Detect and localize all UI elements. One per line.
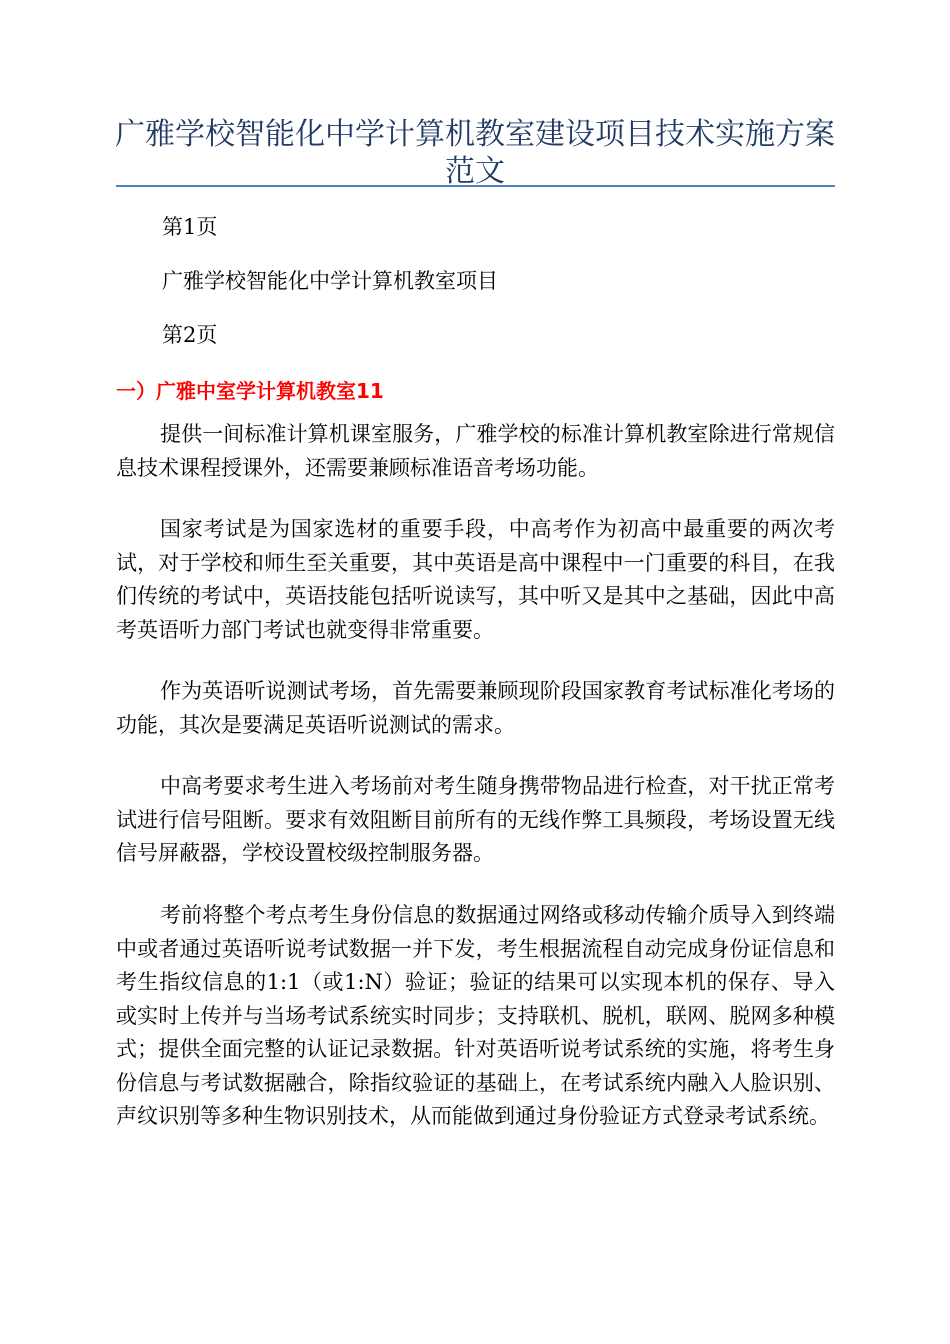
body-paragraph-2: 国家考试是为国家选材的重要手段，中高考作为初高中最重要的两次考试，对于学校和师生至关重要，其中英语是高中课程中一门重要的科目，在我们传统的考试中，英语技能包括听说读写，其中听又是其中之基础，因此中高考英语听力部门考试也就变得非常重要。 xyxy=(116,517,835,642)
body-paragraph-3: 作为英语听说测试考场，首先需要兼顾现阶段国家教育考试标准化考场的功能，其次是要满足英语听说测试的需求。 xyxy=(116,679,835,737)
title-divider xyxy=(116,185,835,187)
body-paragraph-4: 中高考要求考生进入考场前对考生随身携带物品进行检查，对干扰正常考试进行信号阻断。要求有效阻断目前所有的无线作弊工具频段，考场设置无线信号屏蔽器，学校设置校级控制服务器。 xyxy=(116,774,835,865)
body-paragraph-5: 考前将整个考点考生身份信息的数据通过网络或移动传输介质导入到终端中或者通过英语听说考试数据一并下发，考生根据流程自动完成身份证信息和考生指纹信息的1:1（或1:N）验证；验证的结果可以实现本机的保存、导入或实时上传并与当场考试系统实时同步；支持联机、脱机，联网、脱网多种模式；提供全面完整的认证记录数据。针对英语听说考试系统的实施，将考生身份信息与考试数据融合，除指纹验证的基础上，在考试系统内融入人脸识别、声纹识别等多种生物识别技术，从而能做到通过身份验证方式登录考试系统。 xyxy=(116,903,835,1128)
page-label-2: 第2页 xyxy=(162,323,218,347)
body-paragraph-1: 提供一间标准计算机课室服务，广雅学校的标准计算机教室除进行常规信息技术课程授课外，还需要兼顾标准语音考场功能。 xyxy=(116,422,835,480)
page-label-1: 第1页 xyxy=(162,215,218,239)
project-name-line: 广雅学校智能化中学计算机教室项目 xyxy=(162,269,498,293)
document-title: 广雅学校智能化中学计算机教室建设项目技术实施方案范文 xyxy=(115,117,835,189)
section-heading: 一）广雅中室学计算机教室11 xyxy=(116,379,384,403)
